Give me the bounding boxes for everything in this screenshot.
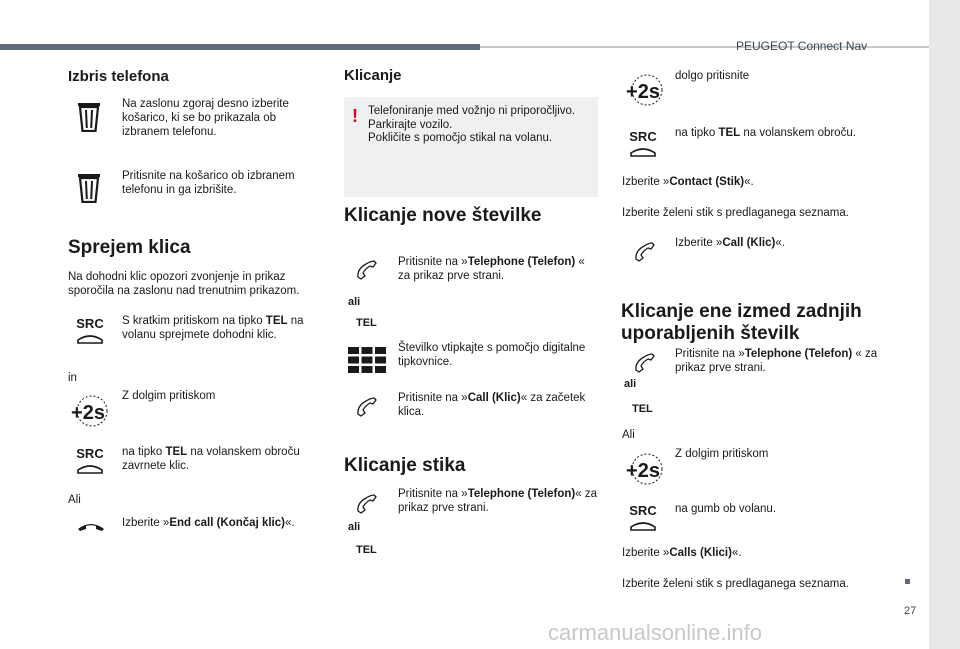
warning-note-text	[368, 105, 590, 146]
svg-text:+2s: +2s	[626, 81, 660, 103]
reject-step-1: Z dolgim pritiskom	[122, 390, 216, 402]
section-title-delete-phone: Izbris telefona	[68, 68, 169, 85]
phone-handset-icon	[633, 240, 655, 262]
section-title-calling: Klicanje	[344, 67, 402, 84]
section-title-new-number: Klicanje nove številke	[344, 205, 542, 226]
tel-key-label: TEL	[356, 544, 377, 556]
section-title-call-contact: Klicanje stika	[344, 455, 466, 476]
conjunction-ali: Ali	[622, 429, 635, 441]
new-number-step-3: Pritisnite na »Call (Klic)« za začetek klica.	[398, 392, 586, 418]
svg-text:+2s: +2s	[71, 402, 105, 424]
page-edge-strip	[929, 0, 960, 649]
phone-handset-icon	[355, 395, 377, 417]
recent-step-1: Pritisnite na »Telephone (Telefon) « za prikaz prve strani.	[675, 348, 878, 374]
tel-key-label: TEL	[356, 317, 377, 329]
reject-step-2: na tipko TEL na volanskem obroču zavrnete klic.	[122, 446, 300, 472]
trash-icon	[76, 173, 102, 203]
phone-handset-icon	[355, 258, 377, 280]
header-rule	[0, 44, 480, 50]
section-title-receive-call: Sprejem klica	[68, 237, 191, 258]
svg-text:+2s: +2s	[626, 460, 660, 482]
warning-line-1: Telefoniranje med vožnjo ni priporočljivo.	[368, 105, 576, 117]
recent-long-press-text: Z dolgim pritiskom	[675, 448, 769, 460]
warning-exclamation-icon: !	[352, 106, 358, 126]
src-phone-icon	[75, 446, 105, 476]
src-phone-icon	[75, 316, 105, 346]
select-from-list-step: Izberite želeni stik s predlaganega seznama.	[622, 207, 849, 219]
receive-intro: Na dohodni klic opozori zvonjenje in prikaz sporočila na zaslonu nad trenutnim prikazom.	[68, 271, 300, 297]
conjunction-in: in	[68, 372, 77, 384]
new-number-step-2: Številko vtipkajte s pomočjo digitalne tipkovnice.	[398, 342, 586, 368]
svg-text:SRC: SRC	[76, 316, 104, 331]
long-press-2s-icon	[621, 452, 665, 486]
src-phone-icon	[628, 503, 658, 533]
section-title-recent-numbers: Klicanje ene izmed zadnjih uporabljenih številk	[621, 301, 862, 344]
new-number-step-1: Pritisnite na »Telephone (Telefon) « za prikaz prve strani.	[398, 256, 585, 282]
page-number: 27	[904, 605, 917, 617]
src-phone-icon	[628, 129, 658, 159]
conjunction-ali: Ali	[68, 494, 81, 506]
long-press-2s-icon	[621, 73, 665, 107]
phone-handset-icon	[633, 351, 655, 373]
contact-step-1: Pritisnite na »Telephone (Telefon)« za prikaz prve strani.	[398, 488, 597, 514]
or-label: ali	[348, 296, 361, 308]
tel-key-label: TEL	[632, 403, 653, 415]
tel-key-step: na tipko TEL na volanskem obroču.	[675, 127, 856, 139]
wheel-button-step: na gumb ob volanu.	[675, 503, 777, 515]
end-call-step: Izberite »End call (Končaj klic)«.	[122, 517, 295, 529]
long-press-text: dolgo pritisnite	[675, 70, 750, 82]
select-calls-step: Izberite »Calls (Klici)«.	[622, 547, 742, 559]
svg-text:SRC: SRC	[76, 446, 104, 461]
or-label: ali	[624, 378, 637, 390]
or-label: ali	[348, 521, 361, 533]
watermark: carmanualsonline.info	[548, 620, 763, 645]
svg-text:SRC: SRC	[629, 129, 657, 144]
select-call-step: Izberite »Call (Klic)«.	[675, 237, 785, 249]
warning-line-2: Parkirajte vozilo.	[368, 118, 453, 131]
long-press-2s-icon	[66, 394, 110, 428]
brand-header: PEUGEOT Connect Nav	[736, 39, 868, 53]
svg-text:SRC: SRC	[629, 503, 657, 518]
select-contact-step: Izberite »Contact (Stik)«.	[622, 176, 754, 188]
keypad-icon	[348, 347, 386, 373]
receive-step-1: S kratkim pritiskom na tipko TEL na volanu sprejmete dohodni klic.	[122, 315, 304, 341]
delete-step-2: Pritisnite na košarico ob izbranem telefonu in ga izbrišite.	[122, 170, 295, 196]
select-from-list-step-2: Izberite želeni stik s predlaganega seznama.	[622, 578, 849, 590]
trash-icon	[76, 102, 102, 132]
delete-step-1: Na zaslonu zgoraj desno izberite košarico, ki se bo prikazala ob izbranem telefonu.	[122, 98, 289, 138]
continuation-mark	[905, 579, 910, 584]
warning-line-3: Pokličite s pomočjo stikal na volanu.	[368, 132, 553, 144]
phone-handset-icon	[355, 492, 377, 514]
hang-up-icon	[77, 520, 105, 532]
